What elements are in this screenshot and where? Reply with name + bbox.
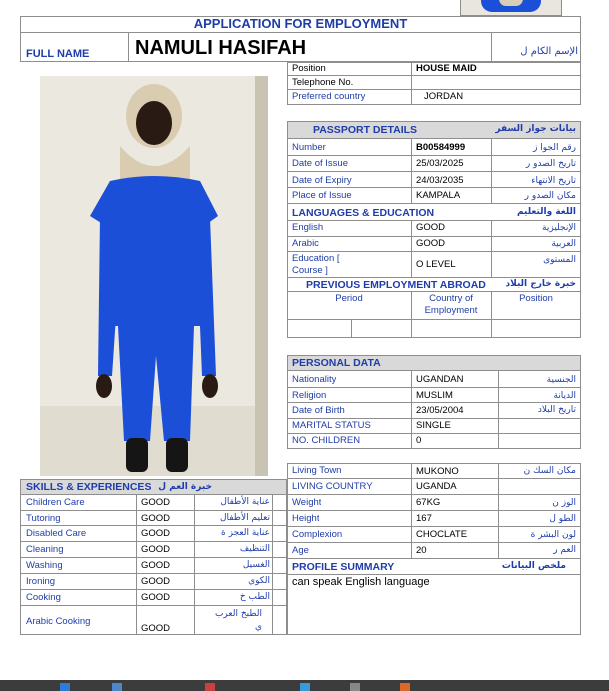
living-town-arabic: مكان السك ن — [523, 466, 576, 476]
skill-value: GOOD — [141, 624, 171, 634]
nationality-value: UGANDAN — [416, 375, 464, 385]
english-value: GOOD — [416, 223, 446, 233]
place-of-issue-label: Place of Issue — [292, 191, 352, 201]
date-of-expiry-arabic: تاريخ الانتهاء — [531, 176, 576, 186]
nationality-label: Nationality — [292, 375, 337, 385]
position-column-header: Position — [519, 294, 553, 304]
height-arabic: الطو ل — [549, 514, 576, 524]
living-country-label: LIVING COUNTRY — [292, 482, 373, 492]
telephone-label: Telephone No. — [292, 78, 354, 88]
marital-status-label: MARITAL STATUS — [292, 421, 371, 431]
english-arabic: الإنجليزية — [542, 223, 576, 233]
languages-header: LANGUAGES & EDUCATION — [292, 208, 435, 219]
complexion-label: Complexion — [292, 530, 343, 540]
marital-status-value: SINGLE — [416, 421, 451, 431]
skill-arabic: عناية الأطفال — [220, 497, 270, 507]
skill-label: Children Care — [26, 498, 85, 508]
top-photo-fragment — [460, 0, 562, 16]
complexion-arabic: لون البشر ة — [530, 530, 576, 540]
passport-number-value: B00584999 — [416, 143, 466, 153]
skill-arabic: عناية العجز ة — [221, 528, 270, 538]
date-of-expiry-value: 24/03/2035 — [416, 176, 464, 186]
children-label: NO. CHILDREN — [292, 436, 361, 446]
age-arabic: العم ر — [553, 545, 576, 555]
skill-label: Arabic Cooking — [26, 617, 91, 627]
skill-label: Cleaning — [26, 545, 64, 555]
position-value: HOUSE MAID — [416, 64, 477, 74]
weight-arabic: الوز ن — [552, 498, 576, 508]
preferred-country-value: JORDAN — [424, 92, 464, 102]
skill-label: Washing — [26, 561, 63, 571]
applicant-photo-drawing — [40, 76, 268, 476]
height-value: 167 — [416, 514, 432, 524]
form-title: APPLICATION FOR EMPLOYMENT — [193, 17, 408, 30]
skill-value: GOOD — [141, 498, 171, 508]
skill-arabic: الغسيل — [242, 560, 270, 570]
living-country-value: UGANDA — [416, 482, 457, 492]
arabic-value: GOOD — [416, 239, 446, 249]
date-of-issue-value: 25/03/2025 — [416, 159, 464, 169]
height-label: Height — [292, 514, 320, 524]
complexion-value: CHOCLATE — [416, 530, 468, 540]
profile-summary-text: can speak English language — [292, 577, 430, 588]
period-column-header: Period — [335, 294, 363, 304]
skill-arabic: الطب خ — [239, 592, 270, 602]
date-of-birth-arabic: تاريخ البلاد — [537, 405, 576, 415]
skill-label: Disabled Care — [26, 529, 87, 539]
skill-arabic-line-1: الطبخ العرب — [214, 609, 262, 619]
skill-value: GOOD — [141, 561, 171, 571]
taskbar-app-icon[interactable] — [400, 683, 410, 691]
taskbar-app-icon[interactable] — [300, 683, 310, 691]
nationality-arabic: الجنسية — [546, 375, 576, 385]
profile-summary-header: PROFILE SUMMARY — [292, 562, 395, 573]
previous-employment-header: PREVIOUS EMPLOYMENT ABROAD — [306, 280, 486, 291]
passport-header-arabic: بيانات جواز السفر — [495, 124, 576, 134]
education-arabic: المستوى — [543, 255, 576, 265]
country-column-header-line-2: Employment — [424, 306, 478, 316]
date-of-issue-label: Date of Issue — [292, 159, 348, 169]
country-column-header-line-1: Country of — [429, 294, 473, 304]
full-name-arabic: الإسم الكام ل — [520, 46, 578, 57]
skills-header-arabic: خبرة العم ل — [158, 482, 212, 492]
skill-value: GOOD — [141, 593, 171, 603]
children-value: 0 — [416, 436, 422, 446]
passport-number-arabic: رقم الجوا ز — [533, 143, 576, 153]
arabic-label: Arabic — [292, 239, 319, 249]
taskbar-app-icon[interactable] — [350, 683, 360, 691]
skill-label: Tutoring — [26, 514, 61, 524]
skill-arabic: الكوي — [248, 576, 270, 586]
date-of-issue-arabic: تاريخ الصدو ر — [525, 159, 576, 169]
weight-label: Weight — [292, 498, 322, 508]
date-of-birth-label: Date of Birth — [292, 406, 345, 416]
education-label-line-2: Course ] — [292, 266, 328, 276]
applicant-photo — [40, 76, 268, 476]
skill-label: Cooking — [26, 593, 61, 603]
place-of-issue-value: KAMPALA — [416, 191, 461, 201]
personal-data-header: PERSONAL DATA — [292, 358, 381, 369]
english-label: English — [292, 223, 324, 233]
living-town-label: Living Town — [292, 466, 342, 476]
taskbar-strip — [0, 680, 609, 691]
religion-value: MUSLIM — [416, 391, 453, 401]
skill-arabic-line-2: ي — [254, 622, 262, 632]
taskbar-app-icon[interactable] — [60, 683, 70, 691]
weight-value: 67KG — [416, 498, 441, 508]
skill-arabic: التنظيف — [239, 544, 270, 554]
age-value: 20 — [416, 546, 427, 556]
religion-arabic: الديانة — [553, 391, 576, 401]
previous-employment-header-arabic: خبرة خارج البلاد — [505, 279, 576, 289]
arabic-arabic: العربية — [551, 239, 576, 249]
passport-number-label: Number — [292, 143, 326, 153]
taskbar-app-icon[interactable] — [112, 683, 122, 691]
skill-value: GOOD — [141, 529, 171, 539]
full-name-value: NAMULI HASIFAH — [135, 38, 307, 58]
passport-header: PASSPORT DETAILS — [313, 125, 418, 136]
skill-label: Ironing — [26, 577, 56, 587]
skill-value: GOOD — [141, 545, 171, 555]
living-town-value: MUKONO — [416, 467, 459, 477]
skills-header: SKILLS & EXPERIENCES — [26, 482, 152, 493]
place-of-issue-arabic: مكان الصدو ر — [524, 191, 576, 201]
education-label-line-1: Education [ — [292, 254, 340, 264]
skill-value: GOOD — [141, 514, 171, 524]
date-of-expiry-label: Date of Expiry — [292, 176, 352, 186]
preferred-country-label: Preferred country — [292, 92, 366, 102]
age-label: Age — [292, 546, 309, 556]
profile-summary-header-arabic: ملخص البيانات — [501, 561, 566, 571]
skill-arabic: تعليم الأطفال — [219, 513, 270, 523]
education-value: O LEVEL — [416, 260, 456, 270]
religion-label: Religion — [292, 391, 327, 401]
skill-value: GOOD — [141, 577, 171, 587]
taskbar-app-icon[interactable] — [205, 683, 215, 691]
position-label: Position — [292, 64, 326, 74]
date-of-birth-value: 23/05/2004 — [416, 406, 464, 416]
full-name-label: FULL NAME — [26, 49, 90, 60]
languages-header-arabic: اللغة والتعليم — [516, 207, 576, 217]
